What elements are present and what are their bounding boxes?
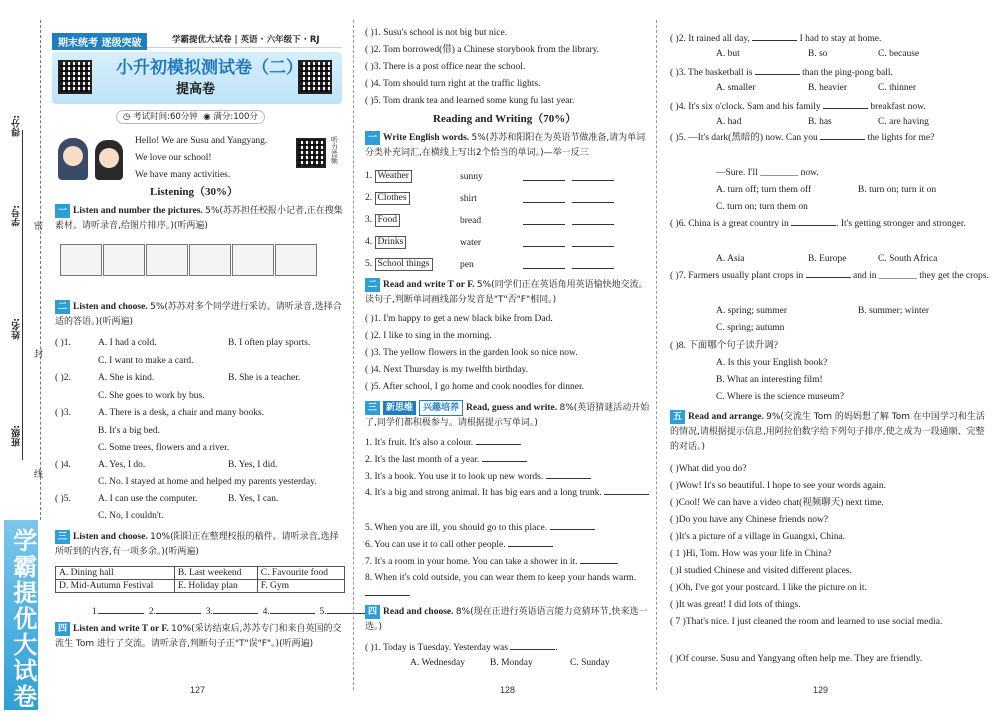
l2-q2-b: B. She is a teacher.: [228, 373, 301, 383]
r5-item-8: ( )Oh, I've got your postcard. I like the picture on it.: [670, 583, 867, 593]
r4-q2: [670, 32, 881, 45]
series-label: 学霸提优大试卷 | 英语 · 六年级下 · RJ: [172, 35, 320, 45]
answer-blank[interactable]: [546, 470, 591, 479]
r4-q3: [670, 66, 893, 79]
exam-score: 满分:100分: [213, 112, 258, 122]
option-cell: E. Holiday plan: [174, 580, 257, 593]
answer-blank[interactable]: [482, 453, 527, 462]
question-text: ( )1. Today is Tuesday. Yesterday was: [365, 643, 508, 653]
picture-badminton-icon: [189, 244, 231, 276]
question-tail: I had to stay at home.: [799, 34, 882, 44]
example-word: shirt: [460, 194, 477, 204]
section-title: Listen and write T or F.: [73, 624, 169, 634]
row-number: 3.: [365, 215, 373, 225]
word-row-3: [365, 214, 400, 227]
row-number: 2.: [365, 193, 373, 203]
l2-q3-c: C. Some trees, flowers and a river.: [98, 443, 230, 453]
answer-blank[interactable]: [156, 605, 201, 614]
listening-section-4: [55, 622, 345, 652]
word-row-5: [365, 258, 433, 271]
r4-q1: [365, 641, 558, 654]
l2-q4-a: A. Yes, I do.: [98, 460, 146, 470]
r5-item-2: ( )Wow! It's so beautiful. I hope to see your words again.: [670, 481, 886, 491]
page-127: [0, 0, 355, 717]
r5-item-1: ( )What did you do?: [670, 464, 747, 474]
l2-q1-a: A. I had a cold.: [98, 338, 157, 348]
r4-q4: [670, 100, 926, 113]
row-number: 1.: [365, 171, 373, 181]
reading-heading: Reading and Writing（70%）: [433, 113, 577, 125]
listening-section-1: [55, 204, 345, 234]
clock-icon: ◷: [123, 112, 131, 122]
section-title: Read and arrange.: [688, 412, 764, 422]
answer-blank[interactable]: [550, 521, 595, 530]
section-note: 8%(现在正进行英语语言能力竞猜环节,快来选一选。): [365, 607, 648, 632]
sidebar-brand-text: 学霸提优大试卷: [8, 528, 37, 710]
r2-item-1: ( )1. I'm happy to get a new black bike from Dad.: [365, 314, 553, 324]
r4-q3-a: A. smaller: [716, 83, 756, 93]
reading-section-5: [670, 410, 990, 455]
r3-item-6: [365, 538, 553, 551]
r4-q7: [670, 269, 990, 284]
r4-q5-c: C. turn on; turn them on: [716, 202, 808, 212]
answer-blank[interactable]: [755, 66, 800, 75]
answer-blanks: [92, 605, 372, 618]
r4-q2-b: B. so: [808, 49, 828, 59]
answer-blank[interactable]: [572, 172, 614, 181]
l4-item-3: ( )3. There is a post office near the school.: [365, 62, 526, 72]
picture-girl-icon: [275, 244, 317, 276]
write-blanks: [523, 238, 614, 251]
riddle-text: 1. It's fruit. It's also a colour.: [365, 438, 474, 448]
riddle-text: 7. It's a room in your home. You can take a shower in it.: [365, 557, 578, 567]
r4-q3-b: B. heavier: [808, 83, 848, 93]
riddle-text: 2. It's the last month of a year.: [365, 455, 480, 465]
section-note: 10%(阳阳正在整理校报的稿件。请听录音,选择所听到的内容,有一项多余。)(听两遍): [55, 532, 339, 557]
l2-q4-c: C. No. I stayed at home and helped my parents yesterday.: [98, 477, 317, 487]
option-cell: A. Dining hall: [56, 567, 175, 580]
r5-item-7: ( )I studied Chinese and visited different places.: [670, 566, 852, 576]
answer-blank[interactable]: [523, 260, 565, 269]
answer-blank[interactable]: [523, 194, 565, 203]
listening-heading: Listening（30%）: [150, 186, 239, 198]
riddle-text: 6. You can use it to call other people.: [365, 540, 506, 550]
page-129: [658, 0, 1000, 717]
r4-q3-c: C. thinner: [878, 83, 916, 93]
r5-item-10: ( 7 )That's nice. I just cleaned the room and learned to use social media.: [670, 617, 943, 627]
susu-face: [63, 146, 83, 166]
intro-line-1: Hello! We are Susu and Yangyang.: [135, 136, 268, 146]
category-box: Drinks: [375, 236, 407, 249]
question-tail: breakfast now.: [870, 102, 926, 112]
l4-item-2: ( )2. Tom borrowed(借) a Chinese storybook from the library.: [365, 45, 600, 55]
r5-item-11: ( )Of course. Susu and Yangyang often help me. They are friendly.: [670, 654, 923, 664]
question-tail: .: [555, 643, 558, 653]
example-word: pen: [460, 260, 474, 270]
listening-qr-icon: [296, 138, 326, 168]
write-blanks: [523, 172, 614, 185]
r3-item-2: [365, 453, 527, 466]
page-128: [355, 0, 655, 717]
picture-swim-icon: [103, 244, 145, 276]
l2-q5-a: A. I can use the computer.: [98, 494, 198, 504]
category-box: Weather: [375, 170, 412, 183]
write-blanks: [523, 194, 614, 207]
section-number: 三: [365, 401, 380, 415]
l2-q1-b: B. I often play sports.: [228, 338, 311, 348]
paper-subtitle: 提高卷: [176, 82, 216, 97]
section-title: Write English words.: [383, 133, 470, 143]
r4-q7-b: B. summer; winter: [858, 306, 929, 316]
answer-blank[interactable]: [752, 32, 797, 41]
example-word: water: [460, 238, 482, 248]
section-number: 三: [55, 530, 70, 544]
l2-q3-b: B. It's a big bed.: [98, 426, 160, 436]
l2-q2-a: A. She is kind.: [98, 373, 155, 383]
section-note: 5%(同学们正在英语角用英语愉快地交流。读句子,判断单词画线部分发音是"T"否"F"相同。): [365, 280, 648, 305]
section-note: 9%(交流生 Tom 的妈妈想了解 Tom 在中国学习和生活的情况,请根据提示信息,用阿拉伯数字给下列句子排序,使之成为一段通顺、完整的对话。): [670, 412, 985, 452]
question-text: ( )5. —It's dark(黑暗的) now. Can you: [670, 133, 818, 143]
r3-item-7: [365, 555, 618, 568]
question-tail: . It's getting stronger and stronger.: [836, 219, 966, 229]
student-name-label: 姓名:: [12, 318, 22, 340]
r4-q8-a: A. Is this your English book?: [716, 358, 828, 368]
r4-q6-c: C. South Africa: [878, 254, 938, 264]
exam-info: [116, 110, 265, 124]
section-number: 二: [55, 300, 70, 314]
r4-q6-b: B. Europe: [808, 254, 847, 264]
r3-item-5: [365, 521, 595, 534]
row-number: 4.: [365, 237, 373, 247]
question-tail: the lights for me?: [867, 133, 935, 143]
answer-blank[interactable]: [791, 217, 836, 226]
class-label: 班级:: [12, 425, 22, 447]
r4-q5: [670, 131, 990, 146]
answer-blank[interactable]: [508, 538, 553, 547]
page-number: 128: [500, 685, 516, 695]
qr-code-right-icon: [298, 60, 332, 94]
blank-label: 1.: [92, 607, 100, 617]
r4-q7-c: C. spring; autumn: [716, 323, 785, 333]
page-number: 129: [813, 685, 829, 695]
option-cell: D. Mid-Autumn Festival: [56, 580, 175, 593]
listening-section-3: [55, 530, 345, 560]
answer-blank[interactable]: [572, 260, 614, 269]
r4-q5-a: A. turn off; turn them off: [716, 185, 812, 195]
section-title: Listen and number the pictures.: [73, 206, 203, 216]
word-row-1: [365, 170, 412, 183]
picture-row: [60, 244, 350, 280]
l2-q5: ( )5.: [55, 494, 71, 504]
r4-q1-b: B. Monday: [490, 658, 533, 668]
r4-q8-b: B. What an interesting film!: [716, 375, 823, 385]
l2-q5-b: B. Yes, I can.: [228, 494, 279, 504]
r2-item-4: ( )4. Next Thursday is my twelfth birthday.: [365, 365, 529, 375]
answer-blank[interactable]: [806, 269, 851, 278]
blank-label: 3.: [205, 607, 213, 617]
answer-blank[interactable]: [523, 216, 565, 225]
category-box: School things: [375, 258, 433, 271]
answer-blank[interactable]: [523, 172, 565, 181]
question-tail: than the ping-pong ball.: [802, 68, 893, 78]
l2-q3: ( )3.: [55, 408, 71, 418]
question-text: ( )2. It rained all day,: [670, 34, 750, 44]
l2-q4-b: B. Yes, I did.: [228, 460, 278, 470]
option-cell: C. Favourite food: [257, 567, 344, 580]
section-title: Read and choose.: [383, 607, 454, 617]
r4-q8-c: C. Where is the science museum?: [716, 392, 845, 402]
riddle-text: 5. When you are ill, you should go to this place.: [365, 523, 548, 533]
l2-q1-c: C. I want to make a card.: [98, 356, 194, 366]
section-title: Listen and choose.: [73, 532, 148, 542]
l2-q5-c: C. No, I couldn't.: [98, 511, 164, 521]
question-text: ( )6. China is a great country in: [670, 219, 789, 229]
student-id-label: 学号:: [12, 205, 22, 227]
answer-blank[interactable]: [213, 605, 258, 614]
write-blanks: [523, 216, 614, 229]
r3-item-1: [365, 436, 521, 449]
r2-item-2: ( )2. I like to sing in the morning.: [365, 331, 492, 341]
r5-item-4: ( )Do you have any Chinese friends now?: [670, 515, 829, 525]
answer-blank[interactable]: [270, 605, 315, 614]
question-text: ( )4. It's six o'clock. Sam and his family: [670, 102, 821, 112]
word-row-2: [365, 192, 410, 205]
riddle-text: 8. When it's cold outside, you can wear them to keep your hands warm.: [365, 573, 637, 583]
answer-blank[interactable]: [510, 641, 555, 650]
reading-section-1: [365, 131, 653, 161]
yangyang-face: [99, 148, 119, 168]
seal-char-3: 线: [34, 470, 44, 480]
section-title: Read and write T or F.: [383, 280, 475, 290]
answer-blank[interactable]: [572, 216, 614, 225]
blank-label: 5.: [319, 607, 327, 617]
question-text: ( )7. Farmers usually plant crops in: [670, 271, 804, 281]
r3-item-4: [365, 485, 650, 501]
r4-q8: ( )8. 下面哪个句子读升调?: [670, 341, 778, 351]
blank-label: 4.: [262, 607, 270, 617]
answer-blank[interactable]: [365, 587, 410, 596]
qr-code-left-icon: [58, 60, 92, 94]
r4-q2-a: A. but: [716, 49, 740, 59]
exam-time: 考试时间:60分钟: [133, 112, 198, 122]
option-cell: B. Last weekend: [174, 567, 257, 580]
listening-section-2: [55, 300, 345, 330]
options-table: [55, 566, 345, 593]
answer-blank[interactable]: [580, 555, 618, 564]
section-title: Read, guess and write.: [466, 403, 558, 413]
category-box: Clothes: [375, 192, 410, 205]
riddle-text: 4. It's a big and strong animal. It has big ears and a long trunk.: [365, 488, 602, 498]
score-icon: ◉: [203, 112, 211, 122]
section-note: 10%(采访结束后,苏苏专门和来自英国的交流生 Tom 进行了交流。请听录音,判断句子正"T"误"F"。)(听两遍): [55, 624, 342, 649]
l2-q2: ( )2.: [55, 373, 71, 383]
exam-badge: 期末统考 逐级突破: [52, 33, 147, 50]
r4-q6: [670, 217, 990, 232]
section-number: 五: [670, 410, 685, 424]
r4-q1-c: C. Sunday: [570, 658, 610, 668]
l4-item-1: ( )1. Susu's school is not big but nice.: [365, 28, 508, 38]
seal-char-2: 封: [34, 350, 44, 360]
section-note: 5%(苏苏担任校报小记者,正在搜集素材。请听录音,给图片排序。)(听两遍): [55, 206, 343, 231]
section-number: 四: [55, 622, 70, 636]
tag-interest: 兴趣培养: [419, 400, 463, 416]
reading-section-3: [365, 400, 653, 431]
answer-blank[interactable]: [604, 486, 649, 495]
r2-item-5: ( )5. After school, I go home and cook noodles for dinner.: [365, 382, 584, 392]
answer-blank[interactable]: [823, 100, 868, 109]
section-number: 一: [365, 131, 380, 145]
section-title: Listen and choose.: [73, 302, 148, 312]
r2-item-3: ( )3. The yellow flowers in the garden look so nice now.: [365, 348, 578, 358]
answer-blank[interactable]: [99, 605, 144, 614]
r5-item-6: ( 1 )Hi, Tom. How was your life in China?: [670, 549, 832, 559]
example-word: sunny: [460, 172, 483, 182]
score-label: 得分:: [12, 115, 22, 137]
tag-new-thinking: 新思维: [383, 401, 416, 415]
r3-item-3: [365, 470, 591, 483]
r4-q7-a: A. spring; summer: [716, 306, 787, 316]
r4-q4-a: A. had: [716, 117, 742, 127]
reading-section-4: [365, 605, 653, 635]
question-tail: and in ________ they get the crops.: [853, 271, 989, 281]
section-note: 5%(苏苏和阳阳在为英语节做准备,请为单词分类补充词汇,在横线上写出2个恰当的单词。)—举一反三: [365, 133, 646, 158]
section-number: 一: [55, 204, 70, 218]
page-divider: [656, 20, 657, 690]
l2-q1: ( )1.: [55, 338, 71, 348]
option-cell: F. Gym: [257, 580, 344, 593]
picture-computer-icon: [146, 244, 188, 276]
l2-q2-c: C. She goes to work by bus.: [98, 391, 205, 401]
l4-item-4: ( )4. Tom should turn right at the traffic lights.: [365, 79, 541, 89]
r4-q2-c: C. because: [878, 49, 920, 59]
page-divider: [353, 20, 354, 690]
picture-cat-icon: [232, 244, 274, 276]
page-number: 127: [190, 685, 206, 695]
picture-classroom-icon: [60, 244, 102, 276]
r4-q5-b: B. turn on; turn it on: [858, 185, 937, 195]
seal-char-1: 密: [34, 222, 44, 232]
example-word: bread: [460, 216, 482, 226]
intro-line-2: We love our school!: [135, 153, 212, 163]
answer-blank[interactable]: [572, 238, 614, 247]
answer-blank[interactable]: [476, 436, 521, 445]
reading-section-2: [365, 278, 653, 308]
answer-blank[interactable]: [820, 131, 865, 140]
section-number: 四: [365, 605, 380, 619]
r4-q6-a: A. Asia: [716, 254, 745, 264]
section-note: 8%(英语猜谜活动开始了,同学们都积极参与。请根据提示写单词。): [365, 403, 650, 428]
r5-item-5: ( )It's a picture of a village in Guangxi, China.: [670, 532, 846, 542]
paper-title: 小升初模拟测试卷（二）: [116, 58, 303, 78]
section-note: 5%(苏苏对多个同学进行采访。请听录音,选择合适的答语。)(听两遍): [55, 302, 342, 327]
write-blanks: [523, 260, 614, 273]
r3-item-8: [365, 570, 650, 602]
r5-item-9: ( )It was great! I did lots of things.: [670, 600, 801, 610]
section-number: 二: [365, 278, 380, 292]
l2-q3-a: A. There is a desk, a chair and many books.: [98, 408, 265, 418]
l2-q4: ( )4.: [55, 460, 71, 470]
riddle-text: 3. It's a book. You use it to look up new words.: [365, 472, 544, 482]
category-box: Food: [375, 214, 401, 227]
r5-item-3: ( )Cool! We can have a video chat(视频聊天) next time.: [670, 498, 884, 508]
l4-item-5: ( )5. Tom drank tea and learned some kung fu last year.: [365, 96, 575, 106]
answer-blank[interactable]: [572, 194, 614, 203]
r4-q5-reply: —Sure. I'll ________ now.: [716, 168, 819, 178]
question-text: ( )3. The basketball is: [670, 68, 753, 78]
answer-blank[interactable]: [523, 238, 565, 247]
r4-q1-a: A. Wednesday: [410, 658, 465, 668]
r4-q4-b: B. has: [808, 117, 832, 127]
intro-line-3: We have many activities.: [135, 170, 231, 180]
r4-q4-c: C. are having: [878, 117, 929, 127]
row-number: 5.: [365, 259, 373, 269]
listening-qr-label: 听力音频: [330, 136, 339, 164]
word-row-4: [365, 236, 406, 249]
blank-label: 2.: [148, 607, 156, 617]
